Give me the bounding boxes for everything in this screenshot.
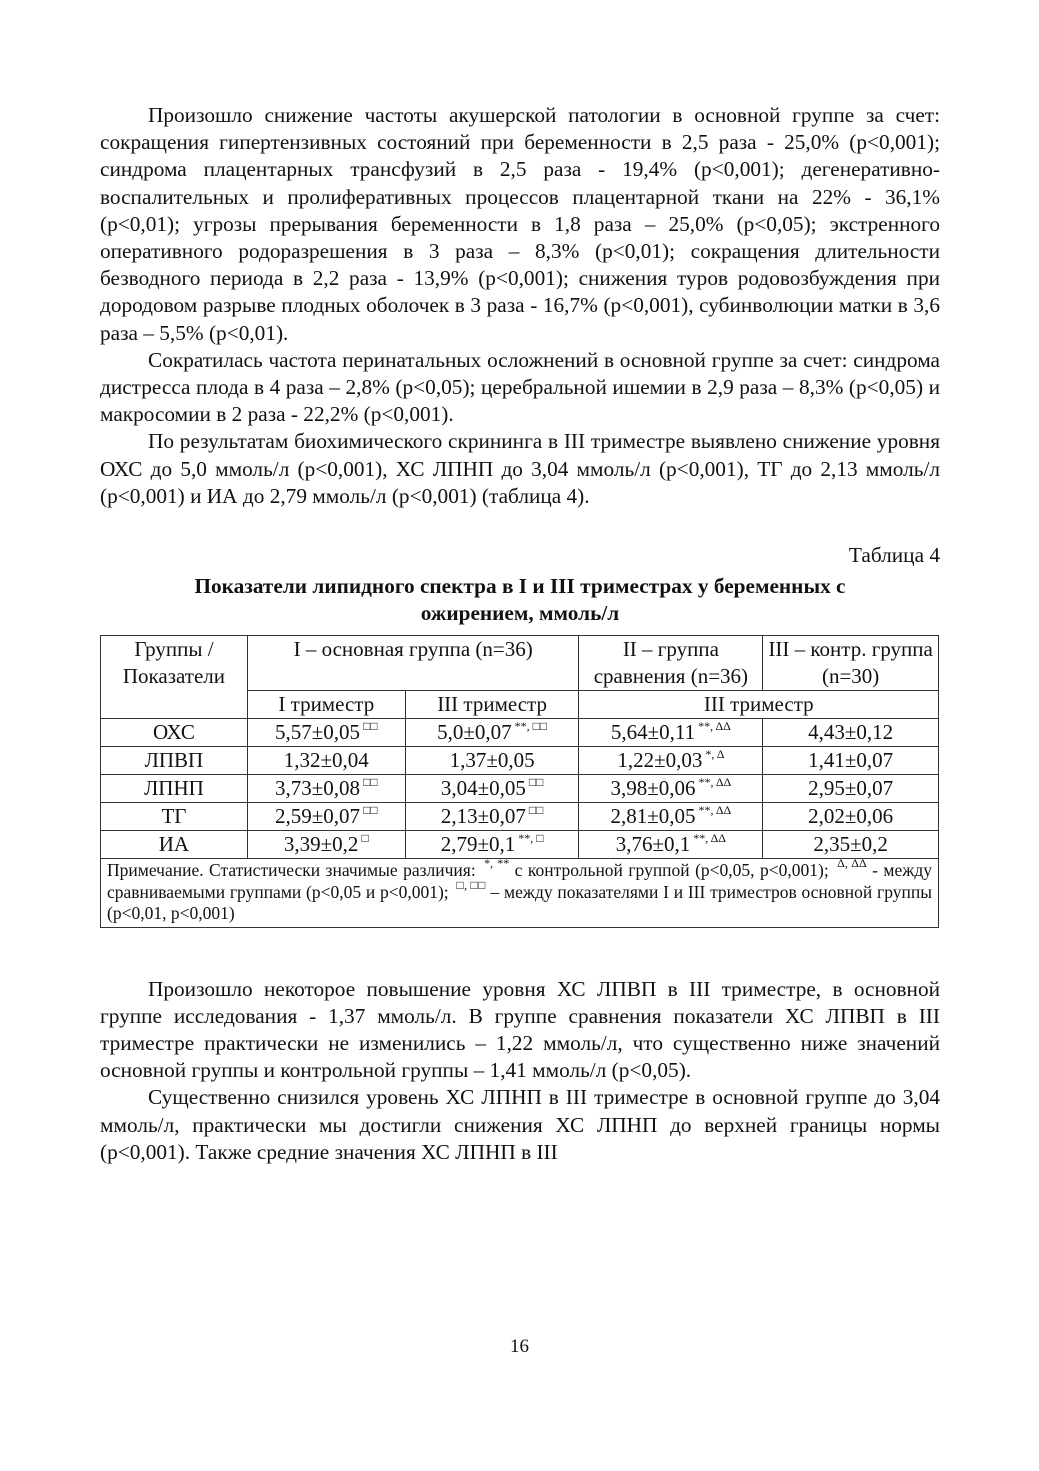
significance-mark: □□ [363, 719, 378, 734]
table-row [101, 719, 939, 747]
note-text: Примечание. Статистически значимые различия: [107, 860, 482, 881]
table-note [101, 856, 939, 928]
cell-value [763, 747, 939, 775]
lipid-profile-table [100, 635, 939, 928]
note-symbol: *, ** [484, 856, 510, 871]
significance-mark: **, ΔΔ [698, 719, 731, 734]
cell-value [405, 775, 579, 803]
cell-value [247, 747, 405, 775]
value-text: 5,57±0,05 [275, 720, 361, 745]
paragraph-hdl-increase: Произошло некоторое повышение уровня ХС ЛПВП в III триместре, в основной группе исследования - 1,37 ммоль/л. В группе сравнения показатели ХС ЛПВП в III триместре практически не изменились – 1,22 ммоль/л, что существенно ниже значений основной группы и контрольной группы – 1,41 ммоль/л (р<0,05). [100, 976, 940, 1083]
cell-value [763, 719, 939, 747]
significance-mark: **, ΔΔ [698, 775, 732, 790]
significance-mark: *, Δ [705, 747, 725, 762]
cell-value [763, 803, 939, 831]
value-text: 3,73±0,08 [275, 776, 361, 801]
cell-value [579, 719, 763, 747]
page-number: 16 [510, 1336, 529, 1357]
cell-value [579, 747, 763, 775]
significance-mark: **, □ [518, 831, 544, 846]
cell-value [405, 747, 579, 775]
cell-value [405, 803, 579, 831]
table-label: Таблица 4 [848, 543, 940, 568]
value-text: 2,81±0,05 [610, 804, 696, 829]
document-page [100, 102, 940, 1166]
row-label-lpvp: ЛПВП [101, 747, 248, 775]
value-text: 1,22±0,03 [617, 748, 703, 773]
header-group2-comparison: II – группа сравнения (n=36) [579, 636, 763, 691]
value-text: 2,13±0,07 [440, 804, 526, 829]
value-text: 4,43±0,12 [808, 720, 894, 745]
cell-value [763, 775, 939, 803]
table-row [101, 803, 939, 831]
table-note-row [101, 859, 939, 928]
paragraph-obstetric-pathology: Произошло снижение частоты акушерской патологии в основной группе за счет: сокращения гипертензивных состояний при беременности в 2,5 раза - 25,0% (р<0,001); синдрома плацентарных трансфузий в 2,5 раза - 19,4% (р<0,001); дегенеративно-воспалительных и пролиферативных процессов плацентарной ткани на 22% - 36,1% (р<0,01); угрозы прерывания беременности в 1,8 раза – 25,0% (р<0,05); экстренного оперативного родоразрешения в 3 раза – 8,3% (р<0,01); сокращения длительности безводного периода в 2,2 раза - 13,9% (р<0,001); снижения туров родовозбуждения при дородовом разрыве плодных оболочек в 3 раза - 16,7% (р<0,001), субинволюции матки в 3,6 раза – 5,5% (р<0,01). [100, 103, 940, 345]
row-label-ia: ИА [101, 831, 248, 859]
note-symbol: Δ, ΔΔ [837, 856, 867, 871]
value-text: 5,0±0,07 [437, 720, 512, 745]
header-trimester-3: III триместр [405, 691, 579, 719]
header-trimester-1: I триместр [247, 691, 405, 719]
significance-mark: □ [361, 831, 369, 846]
table-title: Показатели липидного спектра в I и III триместрах у беременных с ожирением, ммоль/л [194, 574, 846, 626]
value-text: 5,64±0,11 [610, 720, 696, 745]
value-text: 3,39±0,2 [283, 832, 359, 857]
cell-value [405, 719, 579, 747]
value-text: 2,02±0,06 [808, 804, 894, 829]
value-text: 3,04±0,05 [440, 776, 526, 801]
note-text: – между показателями I и III триместров основной группы (р<0,01, р<0,001) [107, 881, 932, 924]
cell-value [405, 831, 579, 859]
cell-value [247, 831, 405, 859]
significance-mark: □□ [528, 775, 544, 790]
cell-value [247, 719, 405, 747]
header-trimester-3-shared: III триместр [579, 691, 939, 719]
paragraph-biochemical-screening: По результатам биохимического скрининга в III триместре выявлено снижение уровня ОХС до 5,0 ммоль/л (р<0,001), ХС ЛПНП до 3,04 ммоль/л (р<0,001), ТГ до 2,13 ммоль/л (р<0,001) и ИА до 2,79 ммоль/л (р<0,001) (таблица 4). [100, 429, 940, 508]
note-symbol: □, □□ [456, 877, 486, 892]
row-label-lpnp: ЛПНП [101, 775, 248, 803]
significance-mark: □□ [363, 775, 378, 790]
value-text: 2,79±0,1 [440, 832, 516, 857]
header-groups-indicators: Группы / Показатели [101, 636, 248, 719]
significance-mark: **, ΔΔ [698, 803, 732, 818]
cell-value [763, 831, 939, 859]
value-text: 2,35±0,2 [813, 832, 888, 857]
paragraph-ldl-decrease: Существенно снизился уровень ХС ЛПНП в III триместре в основной группе до 3,04 ммоль/л, практически мы достигли снижения ХС ЛПНП до верхней границы нормы (р<0,001). Также средние значения ХС ЛПНП в III [100, 1085, 940, 1164]
value-text: 1,37±0,05 [449, 748, 535, 773]
table-row [101, 747, 939, 775]
value-text: 3,98±0,06 [610, 776, 696, 801]
value-text: 1,41±0,07 [808, 748, 894, 773]
value-text: 3,76±0,1 [615, 832, 691, 857]
note-text: с контрольной группой (р<0,05, р<0,001); [509, 860, 835, 881]
paragraph-perinatal-complications: Сократилась частота перинатальных осложнений в основной группе за счет: синдрома дистресса плода в 4 раза – 2,8% (р<0,05); церебральной ишемии в 2,9 раза – 8,3% (р<0,05) и макросомии в 2 раза - 22,2% (р<0,001). [100, 347, 940, 427]
cell-value [579, 831, 763, 859]
note-text: - между сравниваемыми группами (р<0,05 и р<0,001); [107, 860, 932, 902]
table-row [101, 831, 939, 859]
significance-mark: □□ [363, 803, 378, 818]
text-after-table [100, 976, 940, 1166]
significance-mark: **, □□ [514, 719, 548, 734]
cell-value [247, 775, 405, 803]
row-label-tg: ТГ [101, 803, 248, 831]
value-text: 2,59±0,07 [275, 804, 361, 829]
cell-value [579, 803, 763, 831]
value-text: 1,32±0,04 [283, 748, 369, 773]
header-group1-main: I – основная группа (n=36) [247, 636, 579, 691]
table-header-row [101, 636, 939, 691]
cell-value [579, 775, 763, 803]
significance-mark: □□ [528, 803, 544, 818]
cell-value [247, 803, 405, 831]
value-text: 2,95±0,07 [808, 776, 894, 801]
row-label-ohs: ОХС [101, 719, 248, 747]
header-group3-control: III – контр. группа (n=30) [763, 636, 939, 691]
table-row [101, 775, 939, 803]
significance-mark: **, ΔΔ [693, 831, 727, 846]
